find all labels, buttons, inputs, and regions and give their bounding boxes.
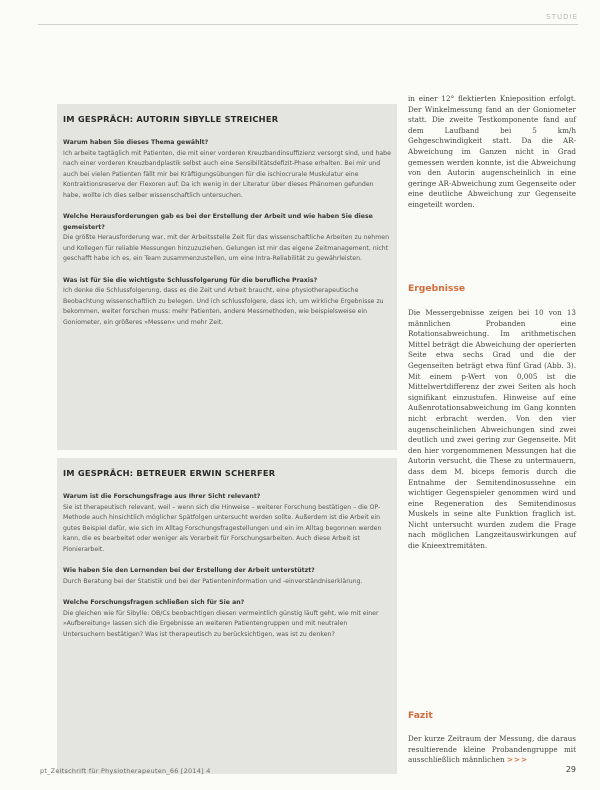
- section-heading-fazit: Fazit: [408, 710, 433, 721]
- body-text-results: Die Messergebnisse zeigen bei 10 von 13 männlichen Probanden eine Rotationsabweichung. Im arithmetischen Mittel beträgt die Abweichung der operierten Seite etwa sechs Grad und die der Gegenseiten beträgt etwa fünf Grad (Abb. 3). Mit einem p-Wert von 0,005 ist die Mittelwertdifferenz der zwei Seiten als hoch signifikant einzustufen. Hinweise auf eine Außenrotationsabweichung im Gang konnten nicht erbracht werden. Von den vier augenscheinlichen Abweichungen sind zwei deutlich und zwei gering zur Gegenseite. Mit den hier vorgenommenen Messungen hat die Autorin versucht, die These zu untermauern, dass dem M. biceps femoris durch die Entnahme der Semitendinosussehne ein wichtiger Gegenspieler genommen wird und eine Regeneration des Semitendinosus Muskels in seine alte Funktion fraglich ist. Nicht untersucht wurden zudem die Frage nach möglichen Langzeitauswirkungen auf die Knieextremitäten.: [408, 308, 576, 551]
- interview-title-author: IM GESPRÄCH: AUTORIN SIBYLLE STREICHER: [63, 114, 279, 124]
- footer-publication: pt_Zeitschrift für Physiotherapeuten_66 [2014] 4: [40, 767, 211, 775]
- interview-box-author: [57, 104, 397, 450]
- interview-qa: [63, 276, 391, 329]
- section-header: STUDIE: [546, 13, 578, 21]
- interview-qa: [63, 212, 391, 265]
- interview-answer: Die größte Herausforderung war, mit der Arbeitsstelle Zeit für das wissenschaftliche Arbeiten zu nehmen und Kollegen für reliable Messungen hinzuzuziehen. Gelungen ist mir das eigene Zeitmanagement, nicht geschafft habe ich es, ein Team zusammenzustellen, um eine Intra-Reliabilität zu gewährleisten.: [63, 234, 389, 262]
- interview-title-supervisor: IM GESPRÄCH: BETREUER ERWIN SCHERFER: [63, 468, 276, 478]
- interview-qa: [63, 492, 391, 555]
- interview-question: Was ist für Sie die wichtigste Schlussfolgerung für die berufliche Praxis?: [63, 276, 318, 284]
- interview-qa: [63, 566, 391, 587]
- interview-question: Wie haben Sie den Lernenden bei der Erstellung der Arbeit unterstützt?: [63, 567, 315, 574]
- continue-arrow-icon: >>>: [506, 755, 529, 765]
- interview-question: Warum ist die Forschungsfrage aus Ihrer Sicht relevant?: [63, 493, 261, 500]
- interview-answer: Die gleichen wie für Sibylle: OB/Cs beobachtigen diesen vermeintlich günstig läuft geht, wie mit einer »Aufbereitung« lassen sich die Ergebnisse an weiteren Patientengruppen und mit neutralen Untersuchern bestätigen? Was ist therapeutisch zu berücksichtigen, was ist zu denken?: [63, 609, 379, 638]
- interview-question: Welche Herausforderungen gab es bei der Erstellung der Arbeit und wie haben Sie diese gemeistert?: [63, 213, 373, 231]
- interview-box-supervisor: [57, 458, 397, 774]
- section-heading-results: Ergebnisse: [408, 283, 466, 294]
- fazit-text: Der kurze Zeitraum der Messung, die daraus resultierende kleine Probandengruppe mit ausschließlich männlichen: [408, 734, 576, 765]
- body-text-methods: in einer 12° flektierten Knieposition erfolgt. Der Winkelmessung fand an der Goniometer statt. Die zweite Testkomponente fand auf dem Laufband bei 5 km/h Gehgeschwindigkeit statt. Da die AR-Abweichung im Ganzen nicht in Grad gemessen werden konnte, ist die Abweichung von den Autorin augenscheinlich in eine geringe AR-Abweichung zum Gegenseite oder eine deutliche Abweichung zur Gegenseite eingeteilt worden.: [408, 94, 576, 209]
- interview-answer: Durch Beratung bei der Statistik und bei der Patienteninformation und -einverständniserklärung.: [63, 577, 363, 585]
- interview-question: Welche Forschungsfragen schließen sich für Sie an?: [63, 599, 245, 606]
- interview-answer: Sie ist therapeutisch relevant, weil – wenn sich die Hinweise – weiterer Forschung bestätigen – die OP-Methode auch hinsichtlich möglicher Spätfolgen untersucht werden sollte. Außerdem ist die Arbeit ein gutes Beispiel dafür, wie sich im Alltag Forschungsfragestellungen und ein im Alltag begonnen werden kann, die es bearbeitet oder weniger als Vorarbeit für Forschungsarbeiten. Auch diese Arbeit ist Pionierarbeit.: [63, 503, 382, 553]
- body-text-fazit: [408, 734, 576, 766]
- header-rule: [38, 24, 578, 25]
- interview-question: Warum haben Sie dieses Thema gewählt?: [63, 139, 209, 146]
- interview-answer: Ich arbeite tagtäglich mit Patienten, die mit einer vorderen Kreuzbandinsuffizienz versorgt sind, und habe nach einer vorderen Kreuzbandplastik selbst auch eine Sensibilitätsdefizit-Phase erhalten. Bei mir und auch bei vielen Patienten fällt mir bei Kräftigungsübungen für die ischiocrurale Muskulatur eine Kontraktionsreserve der Flexoren auf. Da ich wenig in der Literatur über dieses Phänomen gefunden habe, wollte ich dies selber wissenschaftlich untersuchen.: [63, 149, 391, 199]
- interview-answer: Ich denke die Schlussfolgerung, dass es die Zeit und Arbeit braucht, eine physiotherapeutische Beobachtung wissenschaftlich zu belegen. Und ich schlussfolgere, dass ich, um wirkliche Ergebnisse zu bekommen, weiter forschen muss: mehr Patienten, andere Messmethoden, wie beispielsweise ein Goniometer, ein größeres »Messen« und mehr Zeit.: [63, 287, 384, 326]
- page-number: 29: [565, 765, 576, 774]
- interview-qa: [63, 598, 391, 640]
- interview-qa: [63, 138, 391, 201]
